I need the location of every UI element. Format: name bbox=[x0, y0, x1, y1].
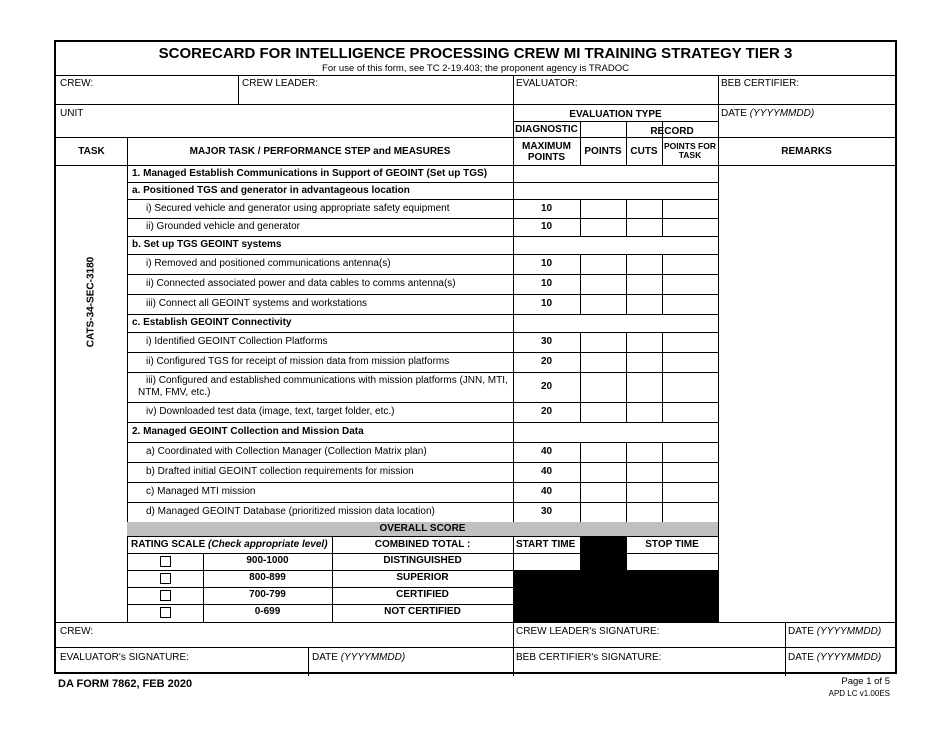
rule-line bbox=[127, 502, 718, 503]
start-time-label: START TIME bbox=[516, 539, 576, 550]
date-format: (YYYYMMDD) bbox=[816, 626, 882, 637]
max-points: 10 bbox=[540, 278, 553, 289]
rule-line bbox=[56, 165, 895, 166]
rule-line bbox=[127, 274, 718, 275]
rule-line bbox=[580, 332, 581, 352]
max-points: 10 bbox=[540, 221, 553, 232]
bottom-crew-label: CREW: bbox=[60, 626, 94, 637]
rating-checkbox[interactable] bbox=[160, 607, 171, 618]
rule-line bbox=[580, 372, 581, 402]
rule-line bbox=[662, 442, 663, 462]
date-text: DATE bbox=[312, 652, 341, 663]
rule-line bbox=[580, 294, 581, 314]
rule-line bbox=[56, 75, 895, 76]
rating-level: NOT CERTIFIED bbox=[384, 606, 461, 617]
points-for-task-header-2: TASK bbox=[678, 150, 702, 160]
rule-line bbox=[626, 218, 627, 236]
form-title: SCORECARD FOR INTELLIGENCE PROCESSING CREW MI TRAINING STRATEGY TIER 3 bbox=[158, 45, 793, 62]
task-id: CATS-34-SEC-3180 bbox=[85, 256, 97, 348]
rule-line bbox=[662, 294, 663, 314]
rule-line bbox=[662, 352, 663, 372]
rule-line bbox=[662, 482, 663, 502]
rating-range: 900-1000 bbox=[246, 555, 289, 566]
rule-line bbox=[127, 422, 718, 423]
rule-line bbox=[127, 402, 718, 403]
rating-level: DISTINGUISHED bbox=[383, 555, 462, 566]
scorecard-form bbox=[54, 40, 897, 674]
overall-score: OVERALL SCORE bbox=[379, 523, 466, 534]
form-id: DA FORM 7862, FEB 2020 bbox=[58, 678, 193, 690]
rule-line bbox=[127, 442, 718, 443]
rule-line bbox=[785, 622, 786, 676]
combined-total-label: COMBINED TOTAL : bbox=[374, 539, 471, 550]
rating-range: 800-899 bbox=[249, 572, 286, 583]
rating-range: 0-699 bbox=[254, 606, 281, 617]
date-beb-certifier bbox=[788, 652, 881, 664]
time-blackout bbox=[513, 570, 718, 622]
rating-checkbox[interactable] bbox=[160, 573, 171, 584]
rule-line bbox=[626, 294, 627, 314]
max-points: 10 bbox=[540, 258, 553, 269]
rule-line bbox=[626, 442, 627, 462]
max-points: 30 bbox=[540, 506, 553, 517]
rule-line bbox=[662, 502, 663, 522]
rating-scale-text: RATING SCALE bbox=[131, 539, 209, 550]
rating-scale-hint: (Check appropriate level) bbox=[208, 539, 328, 550]
rating-checkbox[interactable] bbox=[160, 556, 171, 567]
rule-line bbox=[626, 274, 627, 294]
max-points: 10 bbox=[540, 203, 553, 214]
rule-line bbox=[626, 352, 627, 372]
rule-line bbox=[238, 75, 239, 104]
rating-checkbox[interactable] bbox=[160, 590, 171, 601]
crew-label: CREW: bbox=[60, 78, 94, 89]
points-for-task-header: POINTS FOR bbox=[664, 141, 716, 151]
max-points: 20 bbox=[540, 356, 553, 367]
rule-line bbox=[626, 332, 627, 352]
rule-line bbox=[662, 199, 663, 218]
rule-line bbox=[127, 314, 718, 315]
rule-line bbox=[626, 372, 627, 402]
beb-certifier-signature-label: BEB CERTIFIER's SIGNATURE: bbox=[516, 652, 662, 663]
task-step: c) Managed MTI mission bbox=[146, 486, 256, 497]
date-label-text: DATE bbox=[721, 108, 750, 119]
beb-certifier-label: BEB CERTIFIER: bbox=[721, 78, 800, 89]
rule-line bbox=[56, 622, 895, 623]
max-points: 40 bbox=[540, 486, 553, 497]
rule-line bbox=[308, 647, 309, 676]
rule-line bbox=[626, 254, 627, 274]
max-points-header: MAXIMUM bbox=[522, 141, 571, 152]
remarks-header: REMARKS bbox=[781, 146, 832, 157]
task-step: iii) Connect all GEOINT systems and workstations bbox=[146, 298, 368, 309]
rule-line bbox=[580, 199, 581, 218]
form-subtitle: For use of this form, see TC 2-19.403; the proponent agency is TRADOC bbox=[322, 63, 629, 74]
evaluation-type-label: EVALUATION TYPE bbox=[569, 109, 662, 120]
cuts-header: CUTS bbox=[630, 146, 658, 157]
rule-line bbox=[127, 218, 718, 219]
date-format: (YYYYMMDD) bbox=[749, 108, 815, 119]
rule-line bbox=[626, 462, 627, 482]
max-points: 10 bbox=[540, 298, 553, 309]
rule-line bbox=[580, 218, 581, 236]
rule-line bbox=[580, 402, 581, 422]
rule-line bbox=[127, 604, 513, 605]
date-text: DATE bbox=[788, 652, 817, 663]
rule-line bbox=[580, 442, 581, 462]
rule-line bbox=[127, 372, 718, 373]
task-step: 2. Managed GEOINT Collection and Mission Data bbox=[132, 426, 364, 437]
rule-line bbox=[662, 462, 663, 482]
rule-line bbox=[56, 104, 895, 105]
max-points-header-2: POINTS bbox=[527, 152, 566, 163]
task-step: ii) Configured TGS for receipt of mission data from mission platforms bbox=[146, 356, 450, 367]
record-label: RECORD bbox=[650, 126, 694, 137]
task-step: ii) Grounded vehicle and generator bbox=[146, 221, 300, 232]
date-evaluator bbox=[312, 652, 405, 664]
start-time-divider bbox=[580, 536, 626, 570]
rating-level: SUPERIOR bbox=[396, 572, 449, 583]
max-points: 20 bbox=[540, 406, 553, 417]
task-step: a) Coordinated with Collection Manager (Collection Matrix plan) bbox=[146, 446, 427, 457]
major-task-header: MAJOR TASK / PERFORMANCE STEP and MEASURES bbox=[189, 146, 451, 157]
task-step: i) Secured vehicle and generator using appropriate safety equipment bbox=[146, 203, 450, 214]
max-points: 40 bbox=[540, 446, 553, 457]
rule-line bbox=[662, 218, 663, 236]
rating-scale-label bbox=[131, 539, 328, 551]
evaluator-label: EVALUATOR: bbox=[516, 78, 578, 89]
max-points: 40 bbox=[540, 466, 553, 477]
crew-leader-signature-label: CREW LEADER's SIGNATURE: bbox=[516, 626, 660, 637]
rule-line bbox=[662, 372, 663, 402]
diagnostic-label: DIAGNOSTIC bbox=[515, 124, 578, 135]
crew-leader-label: CREW LEADER: bbox=[242, 78, 319, 89]
rule-line bbox=[626, 502, 627, 522]
rule-line bbox=[580, 462, 581, 482]
date-label bbox=[721, 108, 814, 120]
rule-line bbox=[626, 199, 627, 218]
unit-label: UNIT bbox=[60, 108, 84, 119]
task-step: iv) Downloaded test data (image, text, target folder, etc.) bbox=[146, 406, 395, 417]
date-format: (YYYYMMDD) bbox=[816, 652, 882, 663]
rule-line bbox=[580, 352, 581, 372]
rule-line bbox=[127, 352, 718, 353]
task-step: d) Managed GEOINT Database (prioritized mission data location) bbox=[146, 506, 435, 517]
rule-line bbox=[127, 199, 718, 200]
task-step: b. Set up TGS GEOINT systems bbox=[132, 239, 282, 250]
rule-line bbox=[127, 553, 718, 554]
task-step: b) Drafted initial GEOINT collection requirements for mission bbox=[146, 466, 414, 477]
rule-line bbox=[127, 236, 718, 237]
rule-line bbox=[580, 254, 581, 274]
rule-line bbox=[513, 121, 718, 122]
rule-line bbox=[580, 502, 581, 522]
rating-level: CERTIFIED bbox=[396, 589, 449, 600]
rule-line bbox=[127, 332, 718, 333]
rating-range: 700-799 bbox=[249, 589, 286, 600]
rule-line bbox=[127, 254, 718, 255]
rule-line bbox=[127, 182, 718, 183]
rule-line bbox=[56, 647, 895, 648]
stop-time-label: STOP TIME bbox=[645, 539, 699, 550]
task-step: c. Establish GEOINT Connectivity bbox=[132, 317, 292, 328]
rule-line bbox=[513, 622, 514, 676]
rule-line bbox=[127, 137, 128, 622]
rule-line bbox=[580, 482, 581, 502]
rule-line bbox=[662, 274, 663, 294]
rule-line bbox=[626, 482, 627, 502]
date-crew-leader bbox=[788, 626, 881, 638]
rule-line bbox=[580, 274, 581, 294]
task-header: TASK bbox=[78, 146, 105, 157]
rule-line bbox=[56, 137, 895, 138]
task-step: iii) Configured and established communications with mission platforms (JNN, MTI, bbox=[146, 375, 508, 386]
task-step: i) Identified GEOINT Collection Platforms bbox=[146, 336, 328, 347]
rule-line bbox=[662, 402, 663, 422]
max-points: 20 bbox=[540, 381, 553, 392]
date-text: DATE bbox=[788, 626, 817, 637]
form-version: APD LC v1.00ES bbox=[828, 689, 890, 698]
points-header: POINTS bbox=[584, 146, 622, 157]
task-step-cont: NTM, FMV, etc.) bbox=[138, 387, 211, 398]
task-step: a. Positioned TGS and generator in advantageous location bbox=[132, 185, 410, 196]
rule-line bbox=[662, 254, 663, 274]
evaluator-signature-label: EVALUATOR's SIGNATURE: bbox=[60, 652, 189, 663]
rule-line bbox=[127, 570, 513, 571]
task-step: 1. Managed Establish Communications in Support of GEOINT (Set up TGS) bbox=[132, 168, 488, 179]
date-format: (YYYYMMDD) bbox=[340, 652, 406, 663]
rule-line bbox=[662, 332, 663, 352]
task-step: ii) Connected associated power and data cables to comms antenna(s) bbox=[146, 278, 456, 289]
rule-line bbox=[626, 402, 627, 422]
rule-line bbox=[127, 462, 718, 463]
max-points: 30 bbox=[540, 336, 553, 347]
rule-line bbox=[127, 294, 718, 295]
rule-line bbox=[127, 536, 718, 537]
task-step: i) Removed and positioned communications antenna(s) bbox=[146, 258, 391, 269]
page-number: Page 1 of 5 bbox=[841, 676, 890, 687]
rule-line bbox=[127, 587, 513, 588]
rule-line bbox=[127, 482, 718, 483]
rule-line bbox=[580, 121, 581, 165]
